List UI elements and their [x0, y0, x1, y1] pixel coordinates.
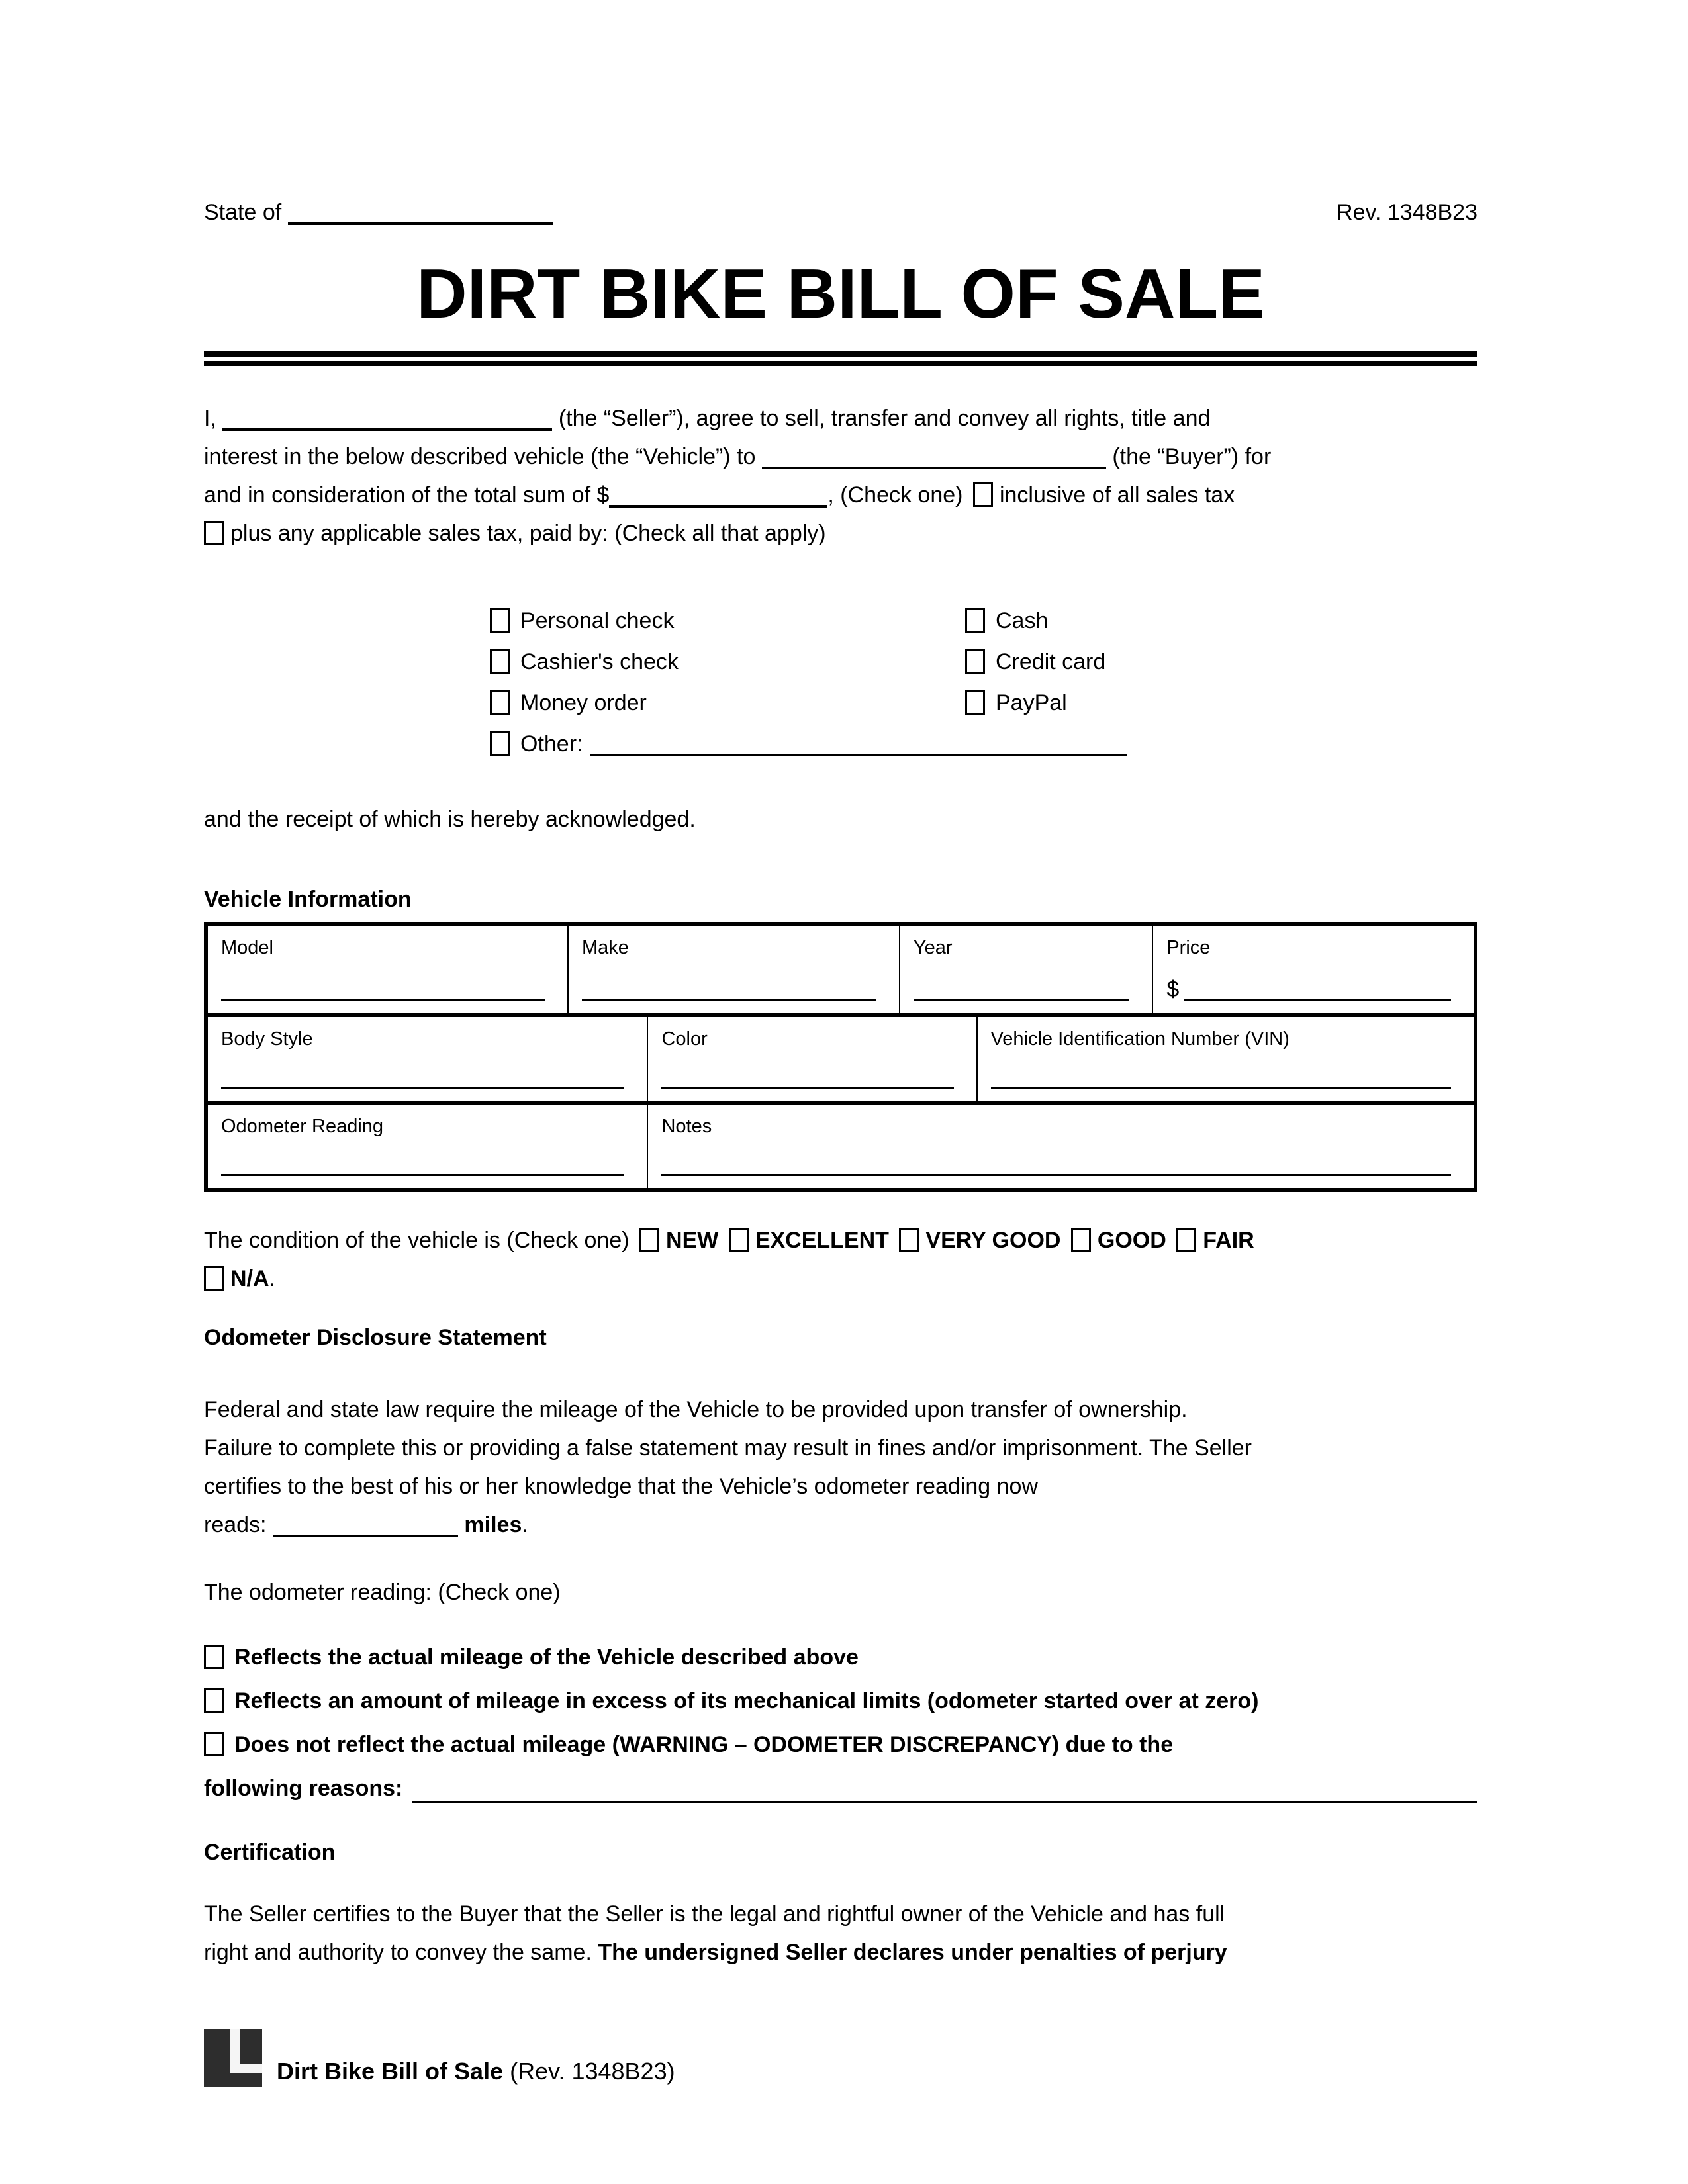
odometer-paragraph-line2: Failure to complete this or providing a false statement may result in fines and/or imprisonment. The Seller — [204, 1435, 1252, 1461]
payment-option-money-order — [490, 682, 965, 723]
odometer-paragraph-end: . — [522, 1512, 528, 1537]
odometer-paragraph-line1: Federal and state law require the mileage of the Vehicle to be provided upon transfer of ownership. — [204, 1397, 1188, 1422]
table-row — [208, 926, 1474, 1013]
checkbox-credit-card[interactable] — [965, 649, 985, 674]
odometer-option-exceeds-limits — [204, 1679, 1477, 1723]
payment-option-personal-check — [490, 600, 965, 641]
intro-line2-pre: interest in the below described vehicle (the “Vehicle”) to — [204, 444, 756, 469]
certification-paragraph — [204, 1895, 1477, 1972]
odometer-option-label: Reflects the actual mileage of the Vehicle described above — [234, 1645, 859, 1670]
buyer-name-blank[interactable] — [762, 447, 1106, 469]
condition-paragraph — [204, 1221, 1477, 1298]
intro-line3-mid: , (Check one) — [827, 482, 963, 508]
receipt-acknowledgement-line: and the receipt of which is hereby acknowledged. — [204, 807, 696, 832]
footer-rev: (Rev. 1348B23) — [510, 2058, 675, 2085]
color-label: Color — [661, 1028, 708, 1050]
checkbox-inclusive-sales-tax[interactable] — [973, 482, 993, 507]
vin-input-line[interactable] — [991, 1087, 1451, 1089]
payment-option-other — [490, 723, 1477, 764]
odometer-paragraph-line3: certifies to the best of his or her knowledge that the Vehicle’s odometer reading now — [204, 1474, 1039, 1499]
checkbox-condition-good[interactable] — [1071, 1228, 1091, 1252]
checkbox-personal-check[interactable] — [490, 608, 510, 633]
checkbox-condition-new[interactable] — [639, 1228, 659, 1252]
certification-line1: The Seller certifies to the Buyer that the Seller is the legal and rightful owner of the Vehicle and has full — [204, 1901, 1225, 1927]
revision-label: Rev. 1348B23 — [1336, 200, 1477, 225]
dollar-sign: $ — [1166, 977, 1180, 1002]
intro-paragraph — [204, 399, 1477, 553]
footer-text — [277, 2057, 675, 2087]
logo-l-vertical-bar — [230, 2029, 240, 2064]
sale-amount-blank[interactable] — [609, 485, 827, 508]
checkbox-cashiers-check[interactable] — [490, 649, 510, 674]
vin-label: Vehicle Identification Number (VIN) — [990, 1028, 1289, 1050]
payment-option-label: Money order — [520, 690, 647, 715]
make-input-line[interactable] — [582, 999, 876, 1001]
certification-line2-regular: right and authority to convey the same. — [204, 1940, 592, 1965]
make-cell — [567, 926, 899, 1013]
payment-option-label: Other: — [520, 731, 583, 756]
odometer-paragraph — [204, 1390, 1477, 1544]
condition-option-label: NEW — [666, 1228, 719, 1253]
page-footer — [204, 2029, 675, 2087]
odometer-reading-blank[interactable] — [273, 1515, 458, 1537]
discrepancy-reasons-line — [204, 1766, 1477, 1810]
checkbox-actual-mileage[interactable] — [204, 1645, 224, 1669]
body-style-input-line[interactable] — [221, 1087, 624, 1089]
odometer-option-label: Reflects an amount of mileage in excess of its mechanical limits (odometer started over at zero) — [234, 1688, 1259, 1713]
body-style-label: Body Style — [221, 1028, 313, 1050]
price-input-line[interactable] — [1184, 999, 1451, 1001]
condition-option-label: VERY GOOD — [925, 1228, 1061, 1253]
intro-line1-post: (the “Seller”), agree to sell, transfer and convey all rights, title and — [558, 406, 1211, 431]
payment-option-label: Credit card — [996, 649, 1106, 674]
condition-option-label: GOOD — [1097, 1228, 1166, 1253]
vin-cell — [976, 1017, 1474, 1101]
year-label: Year — [913, 937, 953, 958]
seller-name-blank[interactable] — [222, 408, 552, 431]
odometer-disclosure-heading: Odometer Disclosure Statement — [204, 1325, 547, 1350]
state-of-line — [204, 199, 553, 226]
payment-option-credit-card — [965, 641, 1477, 682]
footer-doc-title: Dirt Bike Bill of Sale — [277, 2058, 504, 2085]
condition-terminator: . — [269, 1266, 276, 1291]
model-input-line[interactable] — [221, 999, 545, 1001]
body-style-cell — [208, 1017, 647, 1101]
intro-plus-tax-option-label: plus any applicable sales tax, paid by: (Check all that apply) — [230, 521, 826, 546]
price-input-row — [1166, 978, 1451, 1001]
checkbox-paypal[interactable] — [965, 690, 985, 715]
condition-option-label: EXCELLENT — [755, 1228, 889, 1253]
color-cell — [647, 1017, 976, 1101]
condition-lead: The condition of the vehicle is (Check one) — [204, 1228, 630, 1253]
table-row — [208, 1101, 1474, 1188]
year-input-line[interactable] — [914, 999, 1129, 1001]
year-cell — [899, 926, 1152, 1013]
checkbox-condition-excellent[interactable] — [729, 1228, 749, 1252]
odometer-reading-label: Odometer Reading — [221, 1116, 384, 1137]
payment-option-label: Cash — [996, 608, 1049, 633]
logo-l-horizontal-bar — [230, 2064, 262, 2073]
color-input-line[interactable] — [661, 1087, 953, 1089]
following-reasons-label: following reasons: — [204, 1776, 403, 1801]
brand-logo-icon — [204, 2029, 262, 2087]
payment-option-paypal — [965, 682, 1477, 723]
checkbox-cash[interactable] — [965, 608, 985, 633]
intro-line2-post: (the “Buyer”) for — [1112, 444, 1272, 469]
certification-line2-bold: The undersigned Seller declares under penalties of perjury — [598, 1940, 1227, 1965]
payment-option-label: Cashier's check — [520, 649, 679, 674]
header-row — [204, 199, 1477, 226]
price-label: Price — [1166, 937, 1211, 958]
checkbox-condition-fair[interactable] — [1176, 1228, 1196, 1252]
vehicle-information-heading: Vehicle Information — [204, 887, 412, 912]
notes-label: Notes — [661, 1116, 712, 1137]
make-label: Make — [582, 937, 629, 958]
odometer-option-actual-mileage — [204, 1635, 1477, 1679]
discrepancy-reasons-blank[interactable] — [412, 1766, 1477, 1803]
model-cell — [208, 926, 567, 1013]
checkbox-exceeds-mechanical-limits[interactable] — [204, 1688, 224, 1713]
payment-option-label: Personal check — [520, 608, 675, 633]
checkbox-money-order[interactable] — [490, 690, 510, 715]
odometer-option-label: Does not reflect the actual mileage (WARNING – ODOMETER DISCREPANCY) due to the — [234, 1732, 1174, 1757]
state-of-label: State of — [204, 200, 282, 225]
table-row — [208, 1013, 1474, 1101]
vehicle-info-table — [204, 922, 1477, 1192]
intro-inclusive-option-label: inclusive of all sales tax — [999, 482, 1235, 508]
miles-label: miles — [464, 1512, 522, 1537]
model-label: Model — [221, 937, 273, 958]
odometer-option-discrepancy — [204, 1723, 1477, 1766]
odometer-input-line[interactable] — [221, 1174, 624, 1176]
price-cell — [1152, 926, 1474, 1013]
payment-option-cashiers-check — [490, 641, 965, 682]
notes-cell — [647, 1105, 1474, 1188]
intro-line3-pre: and in consideration of the total sum of $ — [204, 482, 610, 508]
checkbox-other[interactable] — [490, 731, 510, 756]
state-name-blank[interactable] — [288, 203, 553, 225]
payment-option-label: PayPal — [996, 690, 1067, 715]
payment-methods-list — [490, 600, 1477, 764]
document-title: DIRT BIKE BILL OF SALE — [416, 255, 1265, 333]
payment-other-blank[interactable] — [590, 734, 1127, 756]
checkbox-odometer-discrepancy[interactable] — [204, 1732, 224, 1756]
checkbox-plus-sales-tax[interactable] — [204, 521, 224, 545]
odometer-options-list — [204, 1635, 1477, 1810]
checkbox-condition-very-good[interactable] — [899, 1228, 919, 1252]
payment-option-cash — [965, 600, 1477, 641]
intro-line1-pre: I, — [204, 406, 216, 431]
odometer-check-lead: The odometer reading: (Check one) — [204, 1580, 561, 1605]
notes-input-line[interactable] — [661, 1174, 1451, 1176]
title-rule — [204, 351, 1477, 366]
checkbox-condition-na[interactable] — [204, 1266, 224, 1291]
condition-option-label: FAIR — [1203, 1228, 1254, 1253]
certification-heading: Certification — [204, 1840, 336, 1865]
odometer-reads-label: reads: — [204, 1512, 267, 1537]
condition-option-label: N/A — [230, 1266, 269, 1291]
odometer-reading-cell — [208, 1105, 647, 1188]
